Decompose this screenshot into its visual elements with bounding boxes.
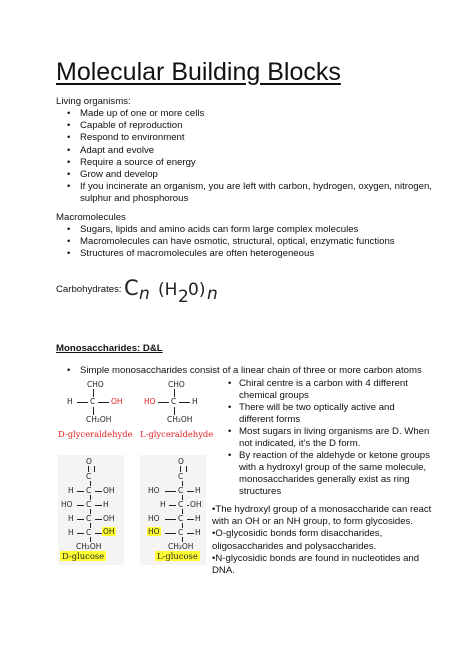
bond-line (187, 491, 194, 492)
list-item: • Grow and develop (56, 169, 456, 181)
list-item: • Capable of reproduction (56, 120, 456, 132)
bond-line (95, 533, 102, 534)
list-item: • Made up of one or more cells (56, 108, 456, 120)
list-item: • Adapt and evolve (56, 145, 456, 157)
list-item: • Sugars, lipids and amino acids can form large complex molecules (56, 224, 456, 236)
bond-line (95, 519, 102, 520)
hydroxymethyl-group: CH₂OH (86, 415, 112, 424)
list-item: different forms (239, 414, 301, 425)
carbon: C (86, 528, 92, 537)
carbon: C (178, 514, 184, 523)
hydroxyl-group: HO (61, 500, 73, 509)
carbonyl-oxygen: O (178, 457, 184, 466)
bond-line (165, 491, 176, 492)
hydroxyl-group: HO (148, 486, 160, 495)
hydrogen: H (68, 514, 74, 523)
page-title: Molecular Building Blocks (56, 58, 341, 86)
bond-line (93, 407, 94, 415)
list-item: structures (239, 486, 282, 497)
bond-line (179, 402, 190, 403)
bond-line (77, 533, 84, 534)
bullet-icon: • (228, 378, 232, 389)
carbon: C (86, 514, 92, 523)
list-item: By reaction of the aldehyde or ketone groups (239, 450, 430, 461)
bond-line (77, 505, 84, 506)
bond-line (77, 519, 84, 520)
hydrogen: H (192, 397, 198, 406)
hydrogen: H (195, 528, 201, 537)
macro-list (56, 224, 456, 261)
bond-line (77, 491, 84, 492)
hydroxyl-group: HO (148, 514, 160, 523)
bond-line (187, 533, 194, 534)
hydroxyl-group: OH (111, 397, 123, 406)
l-glyceraldehyde-label: L-glyceraldehyde (140, 429, 214, 439)
list-item: • If you incinerate an organism, you are left with carbon, hydrogen, oxygen, nitrogen, (56, 181, 456, 193)
bond-line (158, 402, 169, 403)
list-item: There will be two optically active and (239, 402, 395, 413)
glycoside-line: •N-glycosidic bonds are found in nucleotides and (212, 552, 420, 564)
l-glucose-label: L-glucose (157, 551, 198, 561)
bond-line (77, 402, 88, 403)
glycoside-notes (212, 504, 462, 577)
highlighted-hydroxyl-group: OH (103, 527, 115, 536)
carbon: C (90, 397, 96, 406)
bullet-icon: • (228, 450, 232, 461)
hydroxyl-group: OH (103, 514, 115, 523)
formula-open-h: (H (158, 280, 178, 300)
aldehyde-group: CHO (168, 380, 185, 389)
carbohydrate-formula (124, 276, 234, 310)
hydrogen: H (160, 500, 166, 509)
formula-n: n (207, 284, 218, 304)
hydrogen: H (103, 500, 109, 509)
list-item: monosaccharides generally exist as ring (239, 474, 410, 485)
hydroxyl-group: HO (144, 397, 156, 406)
carbonyl-oxygen: O (86, 457, 92, 466)
d-glyceraldehyde-structure (58, 380, 138, 438)
bond-line (98, 402, 109, 403)
carbon: C (178, 528, 184, 537)
bullet-icon: • (228, 402, 232, 413)
living-heading: Living organisms: (56, 96, 131, 107)
living-list (56, 108, 456, 193)
hydrogen: H (68, 528, 74, 537)
carbon: C (86, 486, 92, 495)
glycoside-line: •The hydroxyl group of a monosaccharide can react (212, 504, 432, 515)
bond-line (169, 505, 176, 506)
bullet-icon: • (228, 426, 232, 437)
living-item-continuation: sulphur and phosphorous (80, 193, 189, 204)
bond-line (165, 519, 176, 520)
hydrogen: H (195, 514, 201, 523)
d-glucose-structure (58, 455, 124, 565)
formula-c: C (124, 276, 139, 300)
hydroxymethyl-group: CH₂OH (76, 542, 102, 551)
formula-o-close: 0) (188, 280, 206, 300)
carbon: C (178, 500, 184, 509)
l-glucose-structure (140, 455, 206, 565)
bond-line (93, 389, 94, 397)
macro-heading: Macromolecules (56, 212, 126, 223)
list-item: chemical groups (239, 390, 309, 401)
list-item: • Macromolecules can have osmotic, structural, optical, enzymatic functions (56, 236, 456, 248)
carbon: C (171, 397, 177, 406)
mono-intro-list (56, 365, 456, 377)
list-item: with a hydroxyl group of the same molecule, (239, 462, 427, 473)
hydroxyl-group: OH (103, 486, 115, 495)
list-item: • Require a source of energy (56, 157, 456, 169)
d-glucose-label: D-glucose (62, 551, 105, 561)
hydroxyl-group: OH (190, 500, 202, 509)
highlighted-hydroxyl-group: HO (148, 527, 160, 536)
bond-line (174, 389, 175, 397)
carbon: C (178, 486, 184, 495)
carbon: C (178, 472, 184, 481)
list-item: • Respond to environment (56, 132, 456, 144)
bond-line (187, 519, 194, 520)
carbon: C (86, 472, 92, 481)
carbon: C (86, 500, 92, 509)
list-item: • Simple monosaccharides consist of a linear chain of three or more carbon atoms (56, 365, 456, 377)
hydroxymethyl-group: CH₂OH (167, 415, 193, 424)
l-glyceraldehyde-structure (140, 380, 222, 438)
list-item: • Structures of macromolecules are often heterogeneous (56, 248, 456, 260)
glycoside-line: with an OH or an NH group, to form glycosides. (212, 516, 414, 528)
monosaccharides-heading: Monosaccharides: D&L (56, 343, 163, 354)
aldehyde-group: CHO (87, 380, 104, 389)
d-glyceraldehyde-label: D-glyceraldehyde (58, 429, 133, 439)
list-item: Chiral centre is a carbon with 4 different (239, 378, 408, 389)
formula-subscript-2: 2 (178, 287, 189, 307)
bond-line (95, 491, 102, 492)
hydroxymethyl-group: CH₂OH (168, 542, 194, 551)
bond-line (174, 407, 175, 415)
list-item: Most sugars in living organisms are D. When (239, 426, 430, 437)
glycoside-line: •O-glycosidic bonds form disaccharides, (212, 528, 383, 540)
carbohydrates-label: Carbohydrates: (56, 284, 122, 295)
bond-line (187, 505, 189, 506)
bond-line (165, 533, 176, 534)
list-item: not indicated, it’s the D form. (239, 438, 361, 449)
glycoside-line: oligosaccharides and polysaccharides. (212, 540, 377, 552)
bond-line (95, 505, 102, 506)
glycoside-line: DNA. (212, 565, 235, 577)
hydrogen: H (195, 486, 201, 495)
hydrogen: H (67, 397, 73, 406)
formula-n: n (139, 284, 150, 304)
hydrogen: H (68, 486, 74, 495)
